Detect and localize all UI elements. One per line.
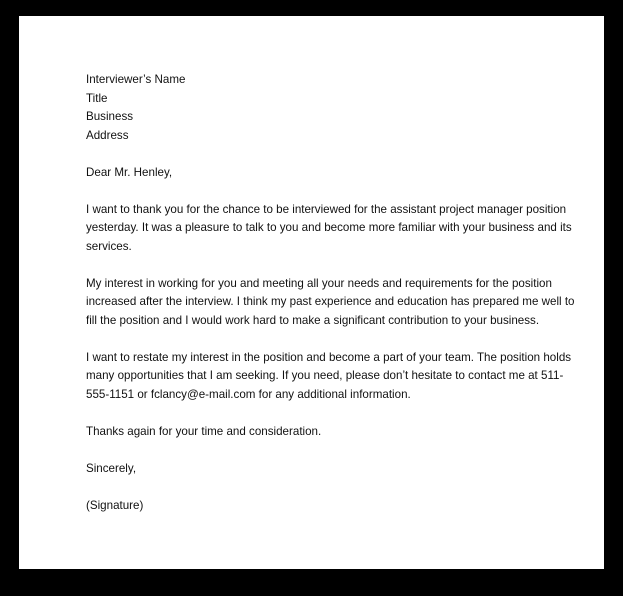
recipient-address: Address — [86, 128, 129, 142]
signature — [86, 497, 556, 516]
paragraph-closing-thanks — [86, 423, 556, 442]
closing-text: Sincerely, — [86, 461, 137, 475]
paragraph-line: I want to restate my interest in the position and become a part of your team. The position holds — [86, 350, 572, 364]
signature-text: (Signature) — [86, 498, 144, 512]
paragraph-thanks — [86, 201, 572, 257]
closing — [86, 460, 556, 479]
paragraph-line: services. — [86, 239, 132, 253]
paragraph-line: Thanks again for your time and consideration. — [86, 424, 322, 438]
paragraph-line: increased after the interview. I think my past experience and education has prepared me well to — [86, 295, 575, 308]
paragraph-line: fill the position and I would work hard to make a significant contribution to your business. — [86, 313, 540, 327]
recipient-block — [86, 71, 556, 145]
recipient-title: Title — [86, 91, 108, 105]
paragraph-line: I want to thank you for the chance to be interviewed for the assistant project manager position — [86, 202, 567, 216]
paragraph-interest — [86, 275, 575, 331]
paragraph-contact — [86, 349, 572, 405]
paragraph-line: many opportunities that I am seeking. If you need, please don’t hesitate to contact me at 511- — [86, 369, 564, 382]
recipient-business: Business — [86, 110, 134, 123]
letter-body — [86, 71, 575, 534]
paragraph-line: 555-1151 or fclancy@e-mail.com for any additional information. — [86, 387, 411, 401]
paragraph-line: yesterday. It was a pleasure to talk to you and become more familiar with your business and its — [86, 221, 572, 234]
paragraph-line: My interest in working for you and meeting all your needs and requirements for the position — [86, 276, 552, 290]
salutation-text: Dear Mr. Henley, — [86, 165, 173, 179]
document-page — [19, 16, 604, 569]
salutation — [86, 164, 556, 183]
recipient-name: Interviewer’s Name — [86, 73, 186, 86]
